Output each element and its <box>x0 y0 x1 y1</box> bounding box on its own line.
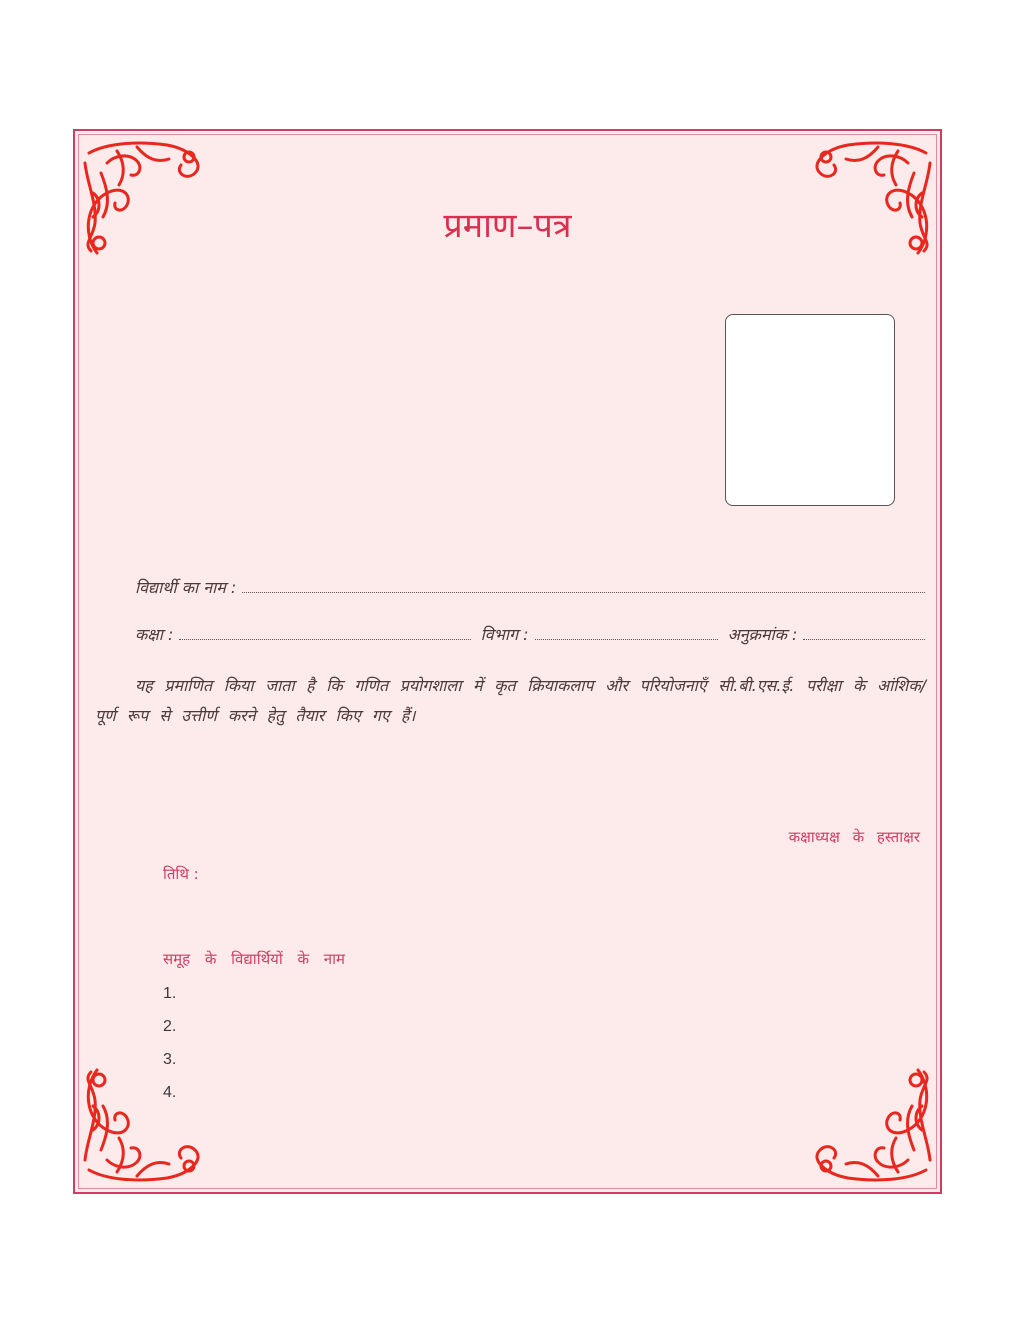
class-department-roll-row <box>135 623 925 645</box>
student-name-field[interactable] <box>135 576 925 598</box>
class-field[interactable] <box>135 623 471 645</box>
roll-number-field[interactable] <box>728 623 925 645</box>
department-label: विभाग : <box>480 625 529 644</box>
corner-ornament-bottom-left <box>77 1058 209 1190</box>
class-dotted-line[interactable] <box>179 639 470 640</box>
list-item: 1. <box>163 985 177 1002</box>
list-item: 2. <box>163 1018 177 1035</box>
corner-ornament-bottom-right <box>806 1058 938 1190</box>
group-students-title: समूह के विद्यार्थियों के नाम <box>163 950 345 968</box>
list-item: 3. <box>163 1051 177 1068</box>
group-students-list <box>163 983 176 1115</box>
class-label: कक्षा : <box>135 625 174 644</box>
student-name-dotted-line[interactable] <box>242 592 925 593</box>
list-item: 4. <box>163 1084 177 1101</box>
department-dotted-line[interactable] <box>535 639 718 640</box>
inner-border <box>78 134 937 1189</box>
student-name-label: विद्यार्थी का नाम : <box>135 578 237 597</box>
roll-number-dotted-line[interactable] <box>803 639 925 640</box>
date-label: तिथि : <box>163 865 199 883</box>
certificate-card <box>73 129 942 1194</box>
certificate-title: प्रमाण–पत्र <box>443 206 572 246</box>
photo-placeholder[interactable] <box>725 314 895 506</box>
signature-label: कक्षाध्यक्ष के हस्ताक्षर <box>788 828 920 846</box>
certification-statement: यह प्रमाणित किया जाता है कि गणित प्रयोगशाला में कृत क्रियाकलाप और परियोजनाएँ सी.बी.एस.ई. परीक्षा के आंशिक/पूर्ण रूप से उत्तीर्ण करने हेतु तैयार किए गए हैं। <box>95 676 926 725</box>
roll-number-label: अनुक्रमांक : <box>727 625 798 644</box>
department-field[interactable] <box>481 623 718 645</box>
